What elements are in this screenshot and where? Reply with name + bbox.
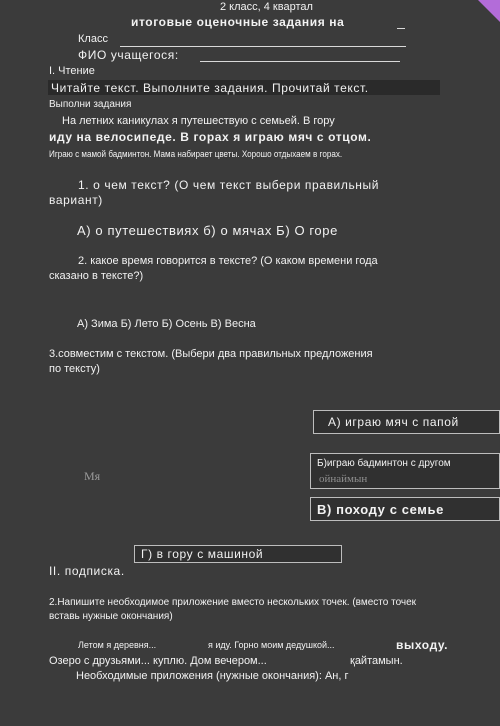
reading-text-line1: На летних каникулах я путешествую с семьей. В гору — [62, 115, 335, 127]
title-underline — [397, 28, 405, 29]
fill-line2-part-b: қайтамын. — [350, 655, 403, 667]
reading-sub-instruction: Выполни задания — [49, 99, 132, 110]
q3-option-d-box[interactable] — [134, 545, 342, 563]
student-underline — [200, 61, 400, 62]
reading-text-line2: иду на велосипеде. В горах я играю мяч с отцом. — [49, 130, 372, 144]
q3-prefix: Мя — [84, 469, 101, 483]
q1-options: А) о путешествиях б) о мячах Б) О горе — [77, 223, 338, 238]
q1-line1: 1. о чем текст? (О чем текст выбери правильный — [78, 178, 380, 192]
q3-option-b: Б)играю бадминтон с другом — [317, 458, 451, 469]
q2-line1: 2. какое время говорится в тексте? (О каком времени года — [78, 255, 378, 267]
reading-instruction: Читайте текст. Выполните задания. Прочитай текст. — [51, 81, 369, 95]
fill-line1-part-c: выходу. — [396, 638, 449, 652]
fill-line1-part-a: Летом я деревня... — [78, 640, 157, 650]
grade-quarter: 2 класс, 4 квартал — [220, 1, 313, 13]
page-title: итоговые оценочные задания на — [131, 15, 345, 29]
corner-marker — [478, 0, 500, 22]
q3-line2: по тексту) — [49, 363, 100, 375]
required-endings: Необходимые приложения (нужные окончания): Ан, г — [76, 670, 349, 682]
section2-heading: II. подписка. — [49, 564, 125, 578]
fill-line2-part-a: Озеро с друзьями... куплю. Дом вечером... — [49, 655, 267, 667]
q3-option-b-kz: ойнаймын — [319, 473, 368, 485]
student-label: ФИО учащегося: — [78, 48, 179, 62]
q3-option-a-box[interactable] — [313, 410, 500, 434]
q3-option-c: В) походу с семье — [317, 502, 444, 517]
q3-option-a: А) играю мяч с папой — [328, 415, 459, 429]
fill-line1-part-b: я иду. Горно моим дедушкой... — [208, 640, 335, 650]
class-underline — [120, 46, 406, 47]
reading-text-line3: Играю с мамой бадминтон. Мама набирает цветы. Хорошо отдыхаем в горах. — [49, 149, 343, 159]
q3-option-d: Г) в гору с машиной — [141, 547, 264, 561]
q1-line2: вариант) — [49, 193, 103, 207]
q3-option-c-box[interactable] — [310, 497, 500, 521]
section2-task-line1: 2.Напишите необходимое приложение вместо нескольких точек. (вместо точек — [49, 597, 417, 608]
q2-line2: сказано в тексте?) — [49, 270, 144, 282]
section2-task-line2: вставь нужные окончания) — [49, 611, 173, 622]
q3-line1: 3.совместим с текстом. (Выбери два правильных предложения — [49, 348, 373, 360]
class-label: Класс — [78, 33, 108, 45]
q2-options: А) Зима Б) Лето Б) Осень В) Весна — [77, 318, 256, 330]
section1-heading: I. Чтение — [49, 65, 95, 77]
q3-option-b-box[interactable] — [310, 453, 500, 489]
